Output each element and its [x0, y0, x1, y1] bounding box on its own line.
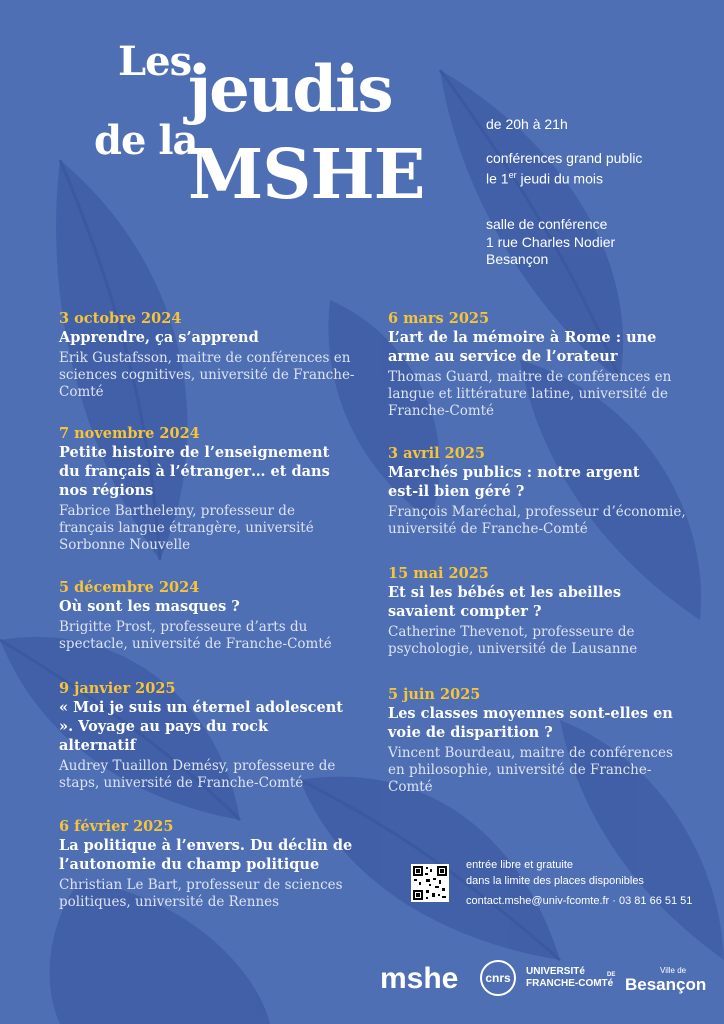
event-speaker: Fabrice Barthelemy, professeur de français langue étrangère, université Sorbonne Nouvelle: [59, 503, 314, 553]
event-title: Les classes moyennes sont-elles en voie de disparition ?: [388, 705, 673, 741]
event-date: 6 février 2025: [59, 818, 174, 835]
info-time: de 20h à 21h: [486, 116, 568, 132]
footer-line2: dans la limite des places disponibles: [466, 875, 644, 887]
info-conf-line1: conférences grand public: [486, 150, 643, 166]
event-left-3: [59, 680, 344, 792]
event-title: Petite histoire de l’enseignement du français à l’étranger… et dans nos régions: [59, 444, 330, 499]
event-speaker: Erik Gustafsson, maitre de conférences en sciences cognitives, université de Franche-Comté: [59, 350, 355, 400]
cnrs-logo-text: cnrs: [485, 971, 511, 985]
event-date: 3 avril 2025: [388, 445, 486, 462]
event-right-1: [388, 445, 686, 538]
event-title: L’art de la mémoire à Rome : une arme au service de l’orateur: [388, 329, 657, 365]
event-title: La politique à l’envers. Du déclin de l’autonomie du champ politique: [59, 837, 353, 873]
event-date: 3 octobre 2024: [59, 310, 182, 327]
event-left-2: [59, 579, 359, 653]
footer-line1: entrée libre et gratuite: [466, 859, 574, 871]
event-right-3: [388, 686, 688, 796]
event-right-0: [388, 310, 688, 420]
event-date: 6 mars 2025: [388, 310, 490, 327]
ufc-logo-line1: UNIVERSITé: [526, 966, 585, 977]
event-speaker: François Maréchal, professeur d’économie, université de Franche-Comté: [388, 504, 686, 537]
event-date: 7 novembre 2024: [59, 425, 200, 442]
event-speaker: Thomas Guard, maitre de conférences en langue et littérature latine, université de Franche-Comté: [388, 369, 672, 419]
ville-logo-line1: Ville de: [660, 966, 687, 975]
info-venue3: Besançon: [486, 251, 549, 267]
info-venue1: salle de conférence: [486, 216, 608, 232]
event-speaker: Christian Le Bart, professeur de sciences politiques, université de Rennes: [59, 877, 343, 910]
event-left-4: [59, 818, 359, 911]
event-left-1: [59, 425, 349, 554]
event-title: Marchés publics : notre argent est-il bien géré ?: [388, 464, 640, 500]
ufc-logo: [526, 966, 616, 990]
title-mshe: MSHE: [188, 135, 425, 215]
event-title: Et si les bébés et les abeilles savaient compter ?: [388, 584, 621, 620]
event-speaker: Catherine Thevenot, professeure de psychologie, université de Lausanne: [388, 624, 638, 657]
event-right-2: [388, 565, 648, 658]
event-speaker: Audrey Tuaillon Demésy, professeure de staps, université de Franche-Comté: [59, 758, 336, 791]
title-jeudis: jeudis: [188, 52, 392, 127]
info-conf-line2: le 1er jeudi du mois: [486, 170, 603, 187]
footer-contact[interactable]: contact.mshe@univ-fcomte.fr · 03 81 66 51 51: [466, 895, 693, 907]
qr-code-icon[interactable]: [411, 864, 449, 902]
event-speaker: Vincent Bourdeau, maitre de conférences en philosophie, université de Franche-Comté: [388, 745, 673, 795]
title-les: Les: [118, 38, 192, 85]
event-date: 15 mai 2025: [388, 565, 489, 582]
ville-logo-line2: Besançon: [625, 975, 707, 994]
title-de-la: de la: [94, 117, 198, 164]
event-left-0: [59, 310, 359, 401]
event-date: 5 décembre 2024: [59, 579, 200, 596]
event-date: 5 juin 2025: [388, 686, 481, 703]
mshe-logo: mshe: [380, 962, 459, 995]
event-title: Où sont les masques ?: [59, 598, 240, 615]
event-speaker: Brigitte Prost, professeure d’arts du spectacle, université de Franche-Comté: [59, 619, 332, 652]
event-title: « Moi je suis un éternel adolescent ». Voyage au pays du rock alternatif: [59, 699, 343, 754]
event-title: Apprendre, ça s’apprend: [59, 329, 259, 346]
info-venue2: 1 rue Charles Nodier: [486, 234, 616, 250]
ufc-logo-line2: FRANCHE-COMTé: [526, 978, 614, 989]
event-date: 9 janvier 2025: [59, 680, 176, 697]
ufc-logo-de: DE: [607, 972, 616, 978]
cnrs-logo: [480, 960, 516, 996]
